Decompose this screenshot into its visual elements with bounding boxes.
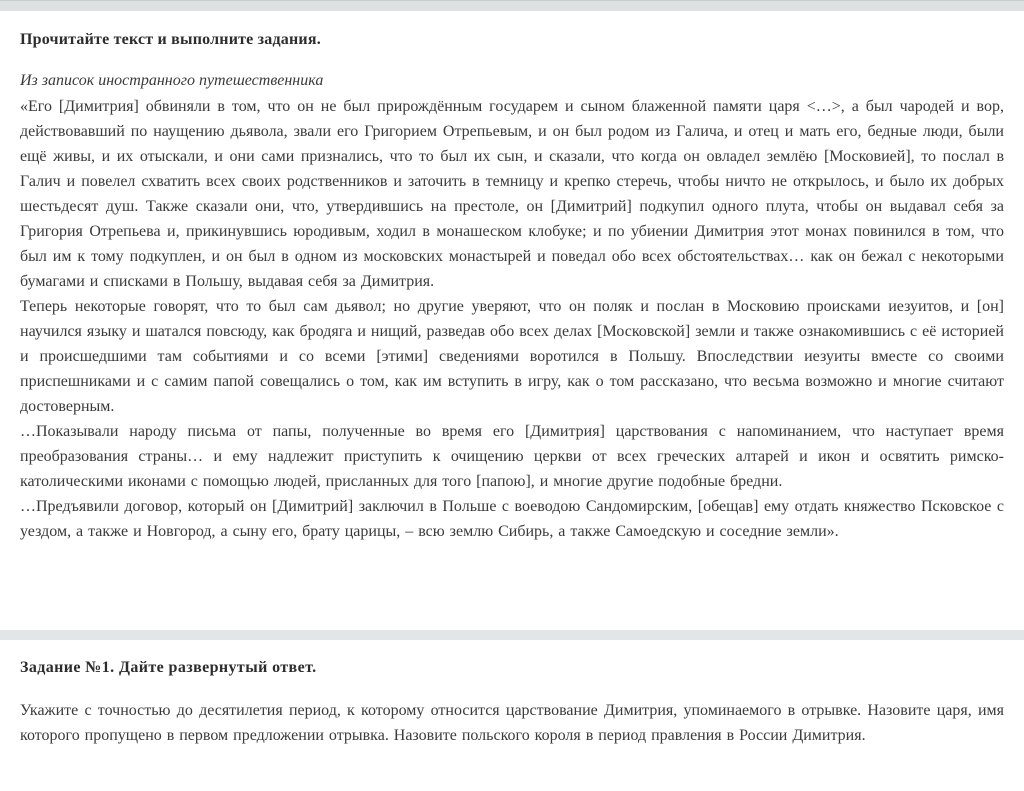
passage-text [20, 94, 1004, 544]
top-bar [0, 0, 1024, 11]
section-divider [0, 630, 1024, 640]
task-section [0, 630, 1024, 748]
instruction-heading: Прочитайте текст и выполните задания. [20, 31, 321, 48]
passage-paragraph: …Показывали народу письма от папы, полученные во время его [Димитрия] царствования с напоминанием, что наступает время преобразования страны… и ему надлежит приступить к очищению церкви от всех греческих алтарей и икон и освятить римско-католическими иконами с помощью людей, присланных для того [папою], и многие другие подобные бредни. [20, 423, 1004, 490]
passage-paragraph: «Его [Димитрия] обвиняли в том, что он не был прирождённым государем и сыном блаженной памяти царя <…>, а был чародей и вор, действовавший по наущению дьявола, звали его Григорием Отрепьевым, и он был родом из Галича, и отец и мать его, бедные люди, были ещё живы, и их отыскали, и они сами признались, что то был их сын, и сказали, что когда он овладел землёю [Московией], то послал в Галич и повелел схватить всех своих родственников и заточить в темницу и крепко стеречь, чтобы ничто не открылось, и было их добрых шестьдесят душ. Также сказали они, что, утвердившись на престоле, он [Димитрий] подкупил одного плута, чтобы он выдавал себя за Григория Отрепьева и, прикинувшись юродивым, ходил в монашеском клобуке; и по убиении Димитрия этот монах повинился в том, что был им к тому подкуплен, и он был в одном из московских монастырей и поведал обо всех обстоятельствах… как он бежал с некоторыми бумагами и списками в Польшу, выдавая себя за Димитрия. [20, 98, 1004, 290]
task-text: Укажите с точностью до десятилетия период, к которому относится царствование Димитрия, упоминаемого в отрывке. Назовите царя, имя которого пропущено в первом предложении отрывка. Назовите польского короля в период правления в России Димитрия. [20, 702, 1004, 744]
passage-paragraph: …Предъявили договор, который он [Димитрий] заключил в Польше с воеводою Сандомирским, [обещав] ему отдать княжество Псковское с уездом, а также и Новгород, а сыну его, брату царицы, – всю землю Сибирь, а также Самоедскую и соседние земли». [20, 498, 1004, 540]
task-heading: Задание №1. Дайте развернутый ответ. [20, 659, 317, 676]
passage-source: Из записок иностранного путешественника [20, 72, 324, 89]
passage-section [0, 30, 1024, 544]
passage-paragraph: Теперь некоторые говорят, что то был сам дьявол; но другие уверяют, что он поляк и послан в Московию происками иезуитов, и [он] научился языку и шатался повсюду, как бродяга и нищий, разведав обо всех делах [Московской] земли и также ознакомившись с её историей и происшедшими там событиями и со всеми [этими] сведениями воротился в Польшу. Впоследствии иезуиты вместе со своими приспешниками и с самим папой совещались о том, как им вступить в игру, как о том рассказано, что весьма возможно и многие считают достоверным. [20, 298, 1004, 415]
